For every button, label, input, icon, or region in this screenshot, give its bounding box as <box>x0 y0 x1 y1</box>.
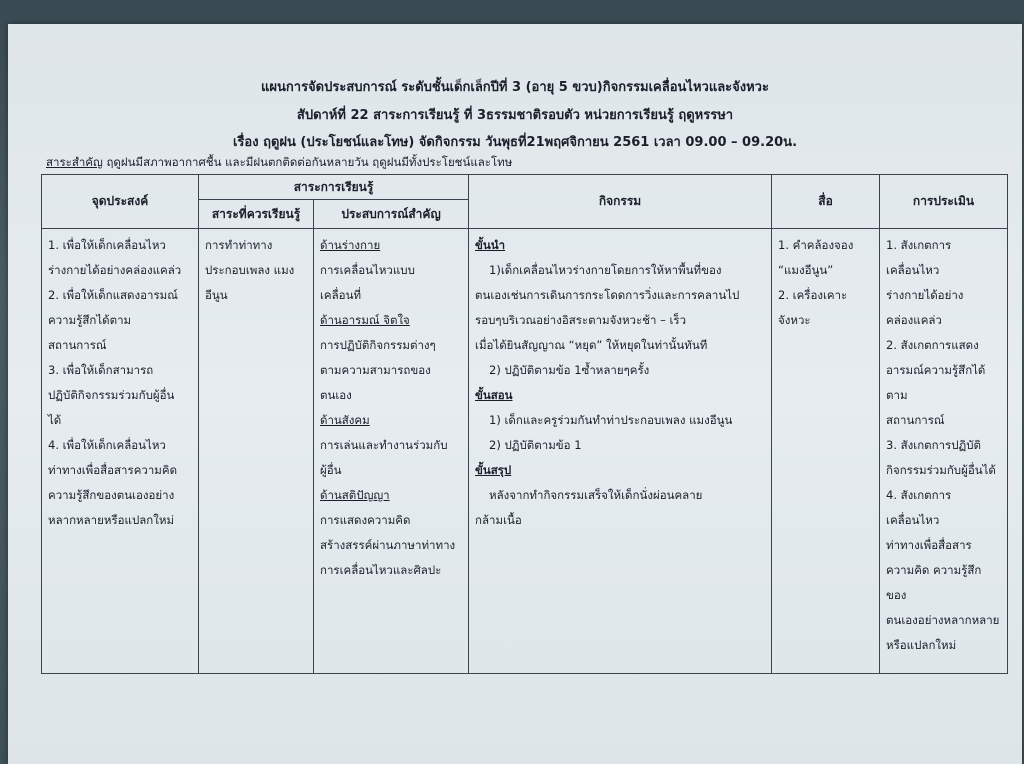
experience-line: การเคลื่อนไหวและศิลปะ <box>320 563 442 577</box>
objective-line: ร่างกายได้อย่างคล่องแคล่ว <box>48 263 182 277</box>
header-objectives: จุดประสงค์ <box>42 175 199 229</box>
activity-line: 2) ปฏิบัติตามข้อ 1ซ้ำหลายๆครั้ง <box>489 363 650 377</box>
evaluation-line: ความคิด ความรู้สึกของ <box>886 563 982 602</box>
essence-label: สาระสำคัญ <box>46 155 103 169</box>
evaluation-line: 3. สังเกตการปฏิบัติ <box>886 438 982 452</box>
objective-line: ได้ <box>48 413 62 427</box>
header-activities: กิจกรรม <box>469 175 772 229</box>
evaluation-line: ร่างกายได้อย่าง <box>886 288 964 302</box>
plan-title: แผนการจัดประสบการณ์ ระดับชั้นเด็กเล็กปีที่ 3 (อายุ 5 ขวบ)กิจกรรมเคลื่อนไหวและจังหวะ <box>261 80 769 95</box>
plan-topic-line: เรื่อง ฤดูฝน (ประโยชน์และโทษ) จัดกิจกรรม วันพุธที่21พฤศจิกายน 2561 เวลา 09.00 – 09.20น. <box>232 135 798 150</box>
evaluation-line: 4. สังเกตการเคลื่อนไหว <box>886 488 952 527</box>
experience-line: สร้างสรรค์ผ่านภาษาท่าทาง <box>320 538 456 552</box>
experience-line: การเคลื่อนไหวแบบ <box>320 263 415 277</box>
header-evaluation: การประเมิน <box>880 175 1008 229</box>
evaluation-line: สถานการณ์ <box>886 413 945 427</box>
activity-line: รอบๆบริเวณอย่างอิสระตามจังหวะช้า – เร็ว <box>475 313 687 327</box>
objective-line: ท่าทางเพื่อสื่อสารความคิด <box>48 463 178 477</box>
evaluation-line: หรือแปลกใหม่ <box>886 638 957 652</box>
activities-cell <box>469 229 772 674</box>
objective-line: ปฏิบัติกิจกรรมร่วมกับผู้อื่น <box>48 388 175 402</box>
evaluation-line: ท่าทางเพื่อสื่อสาร <box>886 538 972 552</box>
objectives-cell <box>42 229 199 674</box>
experience-line: เคลื่อนที่ <box>320 288 362 302</box>
experience-heading-emotional: ด้านอารมณ์ จิตใจ <box>320 313 410 327</box>
evaluation-line: อารมณ์ความรู้สึกได้ตาม <box>886 363 986 402</box>
essence-line <box>46 154 512 172</box>
media-line: “แมงอีนูน” <box>778 263 834 277</box>
activity-line: 1)เด็กเคลื่อนไหวร่างกายโดยการให้หาพื้นที่ของ <box>489 263 722 277</box>
media-line: 1. คำคล้องจอง <box>778 238 854 252</box>
experience-line: การปฏิบัติกิจกรรมต่างๆ <box>320 338 436 352</box>
media-line: จังหวะ <box>778 313 811 327</box>
activity-line: เมื่อได้ยินสัญญาณ “หยุด” ให้หยุดในท่านั้นทันที <box>475 338 708 352</box>
experience-line: ตนเอง <box>320 388 352 402</box>
evaluation-line: กิจกรรมร่วมกับผู้อื่นได้ <box>886 463 996 477</box>
objective-line: หลากหลายหรือแปลกใหม่ <box>48 513 175 527</box>
experience-heading-physical: ด้านร่างกาย <box>320 238 381 252</box>
header-learning-content: สาระการเรียนรู้ <box>199 175 469 200</box>
experience-heading-intellectual: ด้านสติปัญญา <box>320 488 390 502</box>
activity-line: หลังจากทำกิจกรรมเสร็จให้เด็กนั่งผ่อนคลาย <box>489 488 703 502</box>
activity-line: 2) ปฏิบัติตามข้อ 1 <box>489 438 582 452</box>
objective-line: ความรู้สึกได้ตาม <box>48 313 132 327</box>
activity-line: 1) เด็กและครูร่วมกันทำท่าประกอบเพลง แมงอีนูน <box>489 413 733 427</box>
essence-text: ฤดูฝนมีสภาพอากาศชื้น และมีฝนตกติดต่อกันหลายวัน ฤดูฝนมีทั้งประโยชน์และโทษ <box>102 155 513 169</box>
evaluation-line: ตนเองอย่างหลากหลาย <box>886 613 1000 627</box>
should-learn-cell <box>199 229 314 674</box>
experience-line: การแสดงความคิด <box>320 513 411 527</box>
lesson-plan-table <box>41 174 1008 674</box>
key-experience-cell <box>314 229 469 674</box>
evaluation-line: คล่องแคล่ว <box>886 313 942 327</box>
experience-line: ตามความสามารถของ <box>320 363 431 377</box>
header-key-experience: ประสบการณ์สำคัญ <box>314 200 469 229</box>
activity-line: ตนเองเช่นการเดินการกระโดดการวิ่งและการคลานไป <box>475 288 740 302</box>
evaluation-line: 1. สังเกตการเคลื่อนไหว <box>886 238 952 277</box>
experience-line: การเล่นและทำงานร่วมกับ <box>320 438 448 452</box>
plan-week-line: สัปดาห์ที่ 22 สาระการเรียนรู้ ที่ 3ธรรมชาติรอบตัว หน่วยการเรียนรู้ ฤดูหรรษา <box>296 108 734 123</box>
activity-heading-intro: ขั้นนำ <box>475 238 506 252</box>
header-should-learn: สาระที่ควรเรียนรู้ <box>199 200 314 229</box>
activity-heading-summary: ขั้นสรุป <box>475 463 512 477</box>
should-learn-line: ประกอบเพลง แมง <box>205 263 295 277</box>
evaluation-line: 2. สังเกตการแสดง <box>886 338 979 352</box>
objective-line: สถานการณ์ <box>48 338 107 352</box>
objective-line: ความรู้สึกของตนเองอย่าง <box>48 488 175 502</box>
activity-heading-teach: ขั้นสอน <box>475 388 513 402</box>
activity-line: กล้ามเนื้อ <box>475 513 522 527</box>
should-learn-line: อีนูน <box>205 288 228 302</box>
media-cell <box>772 229 880 674</box>
evaluation-cell <box>880 229 1008 674</box>
media-line: 2. เครื่องเคาะ <box>778 288 848 302</box>
objective-line: 1. เพื่อให้เด็กเคลื่อนไหว <box>48 238 166 252</box>
objective-line: 4. เพื่อให้เด็กเคลื่อนไหว <box>48 438 166 452</box>
objective-line: 2. เพื่อให้เด็กแสดงอารมณ์ <box>48 288 178 302</box>
header-media: สื่อ <box>772 175 880 229</box>
should-learn-line: การทำท่าทาง <box>205 238 273 252</box>
objective-line: 3. เพื่อให้เด็กสามารถ <box>48 363 154 377</box>
experience-line: ผู้อื่น <box>320 463 342 477</box>
experience-heading-social: ด้านสังคม <box>320 413 370 427</box>
